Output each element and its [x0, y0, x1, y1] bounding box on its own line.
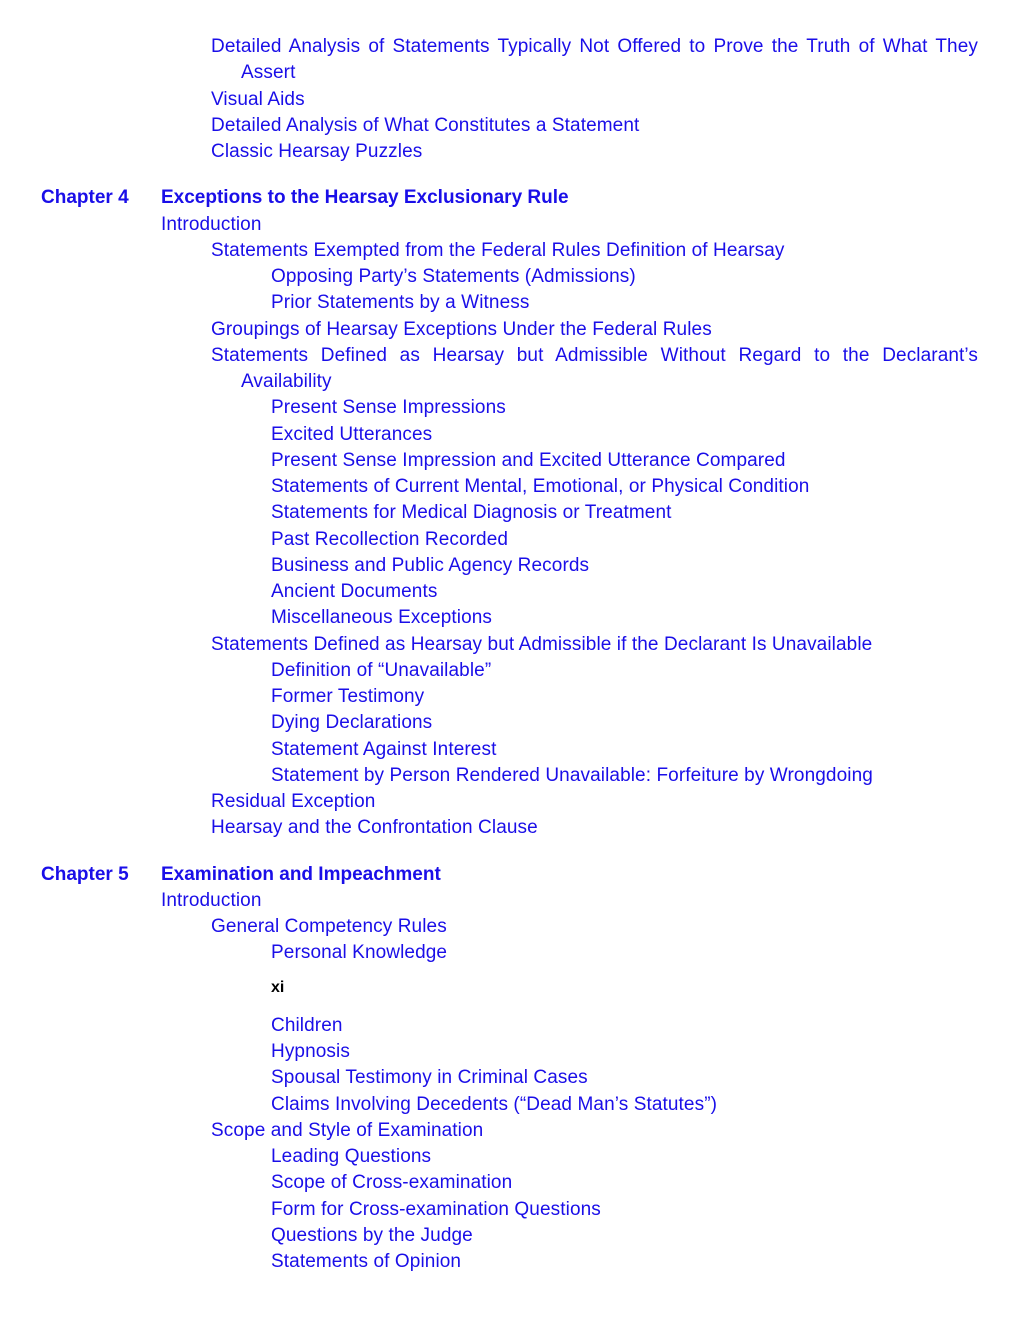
toc-entry-confrontation-clause[interactable]: Hearsay and the Confrontation Clause	[211, 817, 538, 838]
toc-entry-leading-questions[interactable]: Leading Questions	[271, 1146, 432, 1167]
chapter-5-title[interactable]: Examination and Impeachment	[161, 864, 441, 885]
toc-entry-form-cross[interactable]: Form for Cross-examination Questions	[271, 1199, 601, 1220]
toc-entry-groupings[interactable]: Groupings of Hearsay Exceptions Under the Federal Rules	[211, 319, 712, 340]
toc-entry-children[interactable]: Children	[271, 1015, 343, 1036]
toc-entry-ancient-documents[interactable]: Ancient Documents	[271, 581, 438, 602]
toc-entry-residual-exception[interactable]: Residual Exception	[211, 791, 376, 812]
toc-entry-dead-mans-statutes[interactable]: Claims Involving Decedents (“Dead Man’s Statutes”)	[271, 1094, 718, 1115]
toc-entry-compared[interactable]: Present Sense Impression and Excited Utterance Compared	[271, 450, 786, 471]
toc-entry-excited-utterances[interactable]: Excited Utterances	[271, 424, 433, 445]
toc-entry-scope-cross[interactable]: Scope of Cross-examination	[271, 1172, 513, 1193]
toc-entry-classic-puzzles[interactable]: Classic Hearsay Puzzles	[211, 141, 423, 162]
toc-entry-text: Statements Defined as Hearsay but Admissible Without Regard to the Declarant’s	[211, 345, 978, 366]
toc-entry-spousal-testimony[interactable]: Spousal Testimony in Criminal Cases	[271, 1067, 588, 1088]
toc-entry-ch4-introduction[interactable]: Introduction	[161, 214, 262, 235]
toc-entry-against-interest[interactable]: Statement Against Interest	[271, 739, 497, 760]
toc-entry-former-testimony[interactable]: Former Testimony	[271, 686, 425, 707]
toc-entry-questions-judge[interactable]: Questions by the Judge	[271, 1225, 473, 1246]
chapter-5-number[interactable]: Chapter 5	[41, 864, 129, 885]
toc-entry-declarant-unavailable[interactable]: Statements Defined as Hearsay but Admissible if the Declarant Is Unavailable	[211, 634, 873, 655]
toc-entry-continuation: Assert	[241, 62, 296, 83]
toc-entry-opposing-party[interactable]: Opposing Party’s Statements (Admissions)	[271, 266, 636, 287]
toc-entry-misc-exceptions[interactable]: Miscellaneous Exceptions	[271, 607, 493, 628]
toc-entry-continuation: Availability	[241, 371, 332, 392]
toc-entry-statements-opinion[interactable]: Statements of Opinion	[271, 1251, 462, 1272]
toc-entry-ch5-introduction[interactable]: Introduction	[161, 890, 262, 911]
toc-entry-medical-diagnosis[interactable]: Statements for Medical Diagnosis or Treatment	[271, 502, 672, 523]
toc-entry-competency-rules[interactable]: General Competency Rules	[211, 916, 447, 937]
toc-entry-scope-style[interactable]: Scope and Style of Examination	[211, 1120, 484, 1141]
toc-entry-what-constitutes-statement[interactable]: Detailed Analysis of What Constitutes a Statement	[211, 115, 640, 136]
toc-entry-present-sense[interactable]: Present Sense Impressions	[271, 397, 506, 418]
chapter-4-title[interactable]: Exceptions to the Hearsay Exclusionary Rule	[161, 187, 569, 208]
toc-entry-current-condition[interactable]: Statements of Current Mental, Emotional, or Physical Condition	[271, 476, 810, 497]
toc-entry-dying-declarations[interactable]: Dying Declarations	[271, 712, 433, 733]
toc-entry-past-recollection[interactable]: Past Recollection Recorded	[271, 529, 509, 550]
toc-entry-hypnosis[interactable]: Hypnosis	[271, 1041, 350, 1062]
chapter-4-number[interactable]: Chapter 4	[41, 187, 129, 208]
toc-entry-forfeiture[interactable]: Statement by Person Rendered Unavailable: Forfeiture by Wrongdoing	[271, 765, 873, 786]
toc-entry-statements-not-offered[interactable]	[211, 34, 978, 86]
toc-entry-business-records[interactable]: Business and Public Agency Records	[271, 555, 590, 576]
toc-entry-visual-aids[interactable]: Visual Aids	[211, 89, 305, 110]
toc-entry-definition-unavailable[interactable]: Definition of “Unavailable”	[271, 660, 492, 681]
toc-entry-without-regard-availability[interactable]	[211, 343, 978, 395]
toc-entry-text: Detailed Analysis of Statements Typically Not Offered to Prove the Truth of What They	[211, 36, 978, 57]
toc-entry-personal-knowledge[interactable]: Personal Knowledge	[271, 942, 448, 963]
toc-entry-prior-statements[interactable]: Prior Statements by a Witness	[271, 292, 530, 313]
page-number: xi	[271, 979, 285, 996]
toc-entry-statements-exempted[interactable]: Statements Exempted from the Federal Rules Definition of Hearsay	[211, 240, 785, 261]
